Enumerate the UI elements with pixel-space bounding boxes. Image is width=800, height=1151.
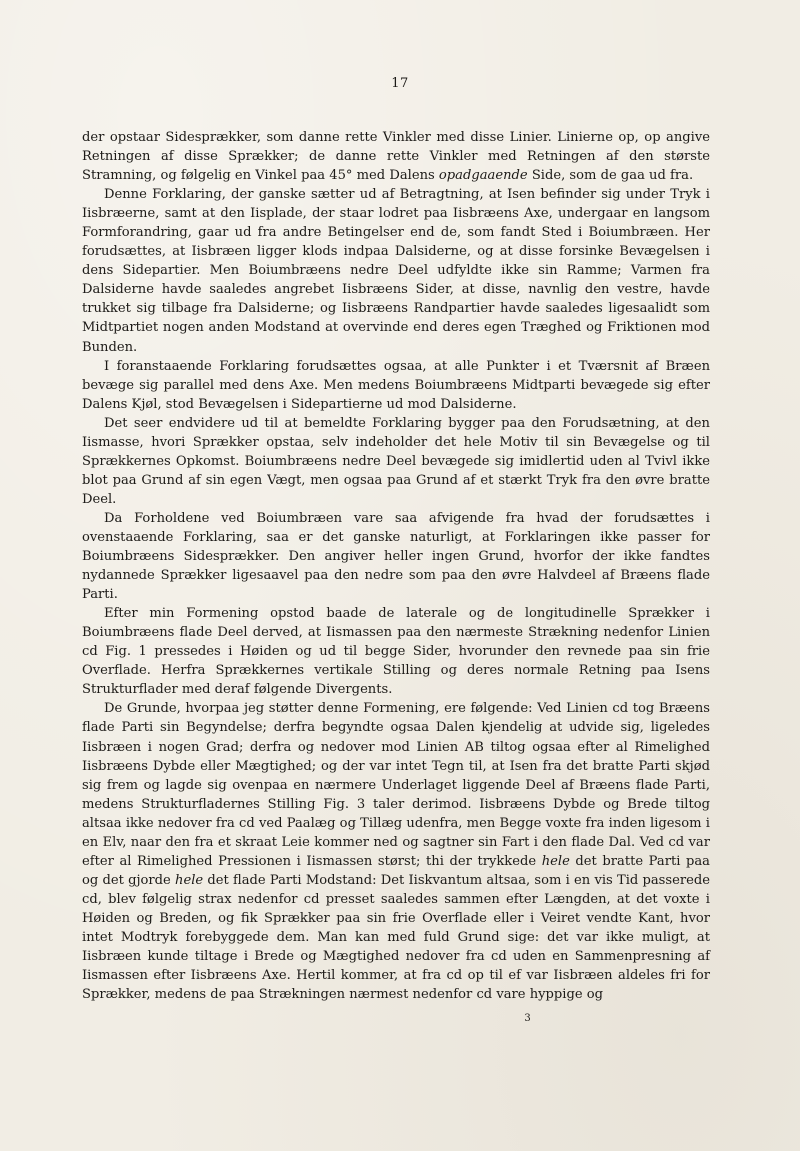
paragraph	[82, 699, 710, 1004]
text-run: Denne Forklaring, der ganske sætter ud af Betragtning, at Isen befinder sig under Tryk i Iisbræerne, samt at den Iisplade, der staar lodret paa Iisbræens Axe, undergaar en langsom Formforandring, gaar ud fra andre Betingelser end de, som fandt Sted i Boiumbræen. Her forudsættes, at Iisbræen ligger klods indpaa Dalsiderne, og at disse forsinke Bevægelsen i dens Sidepartier. Men Boiumbræens nedre Deel udfyldte ikke sin Ramme; Varmen fra Dalsiderne havde saaledes angrebet Iisbræens Sider, at disse, navnlig den vestre, havde trukket sig tilbage fra Dalsiderne; og Iisbræens Randpartier havde saaledes ligesaalidt som Midtpartiet nogen anden Modstand at overvinde end deres egen Træghed og Friktionen mod Bunden.	[82, 187, 710, 355]
emphasis-text: hele	[175, 872, 204, 888]
text-run: Side, som de gaa ud fra.	[527, 168, 694, 184]
text-run: De Grunde, hvorpaa jeg støtter denne Formening, ere følgende: Ved Linien cd tog Bræens flade Parti sin Begyndelse; derfra begyndte ogsaa Dalen kjendelig at udvide sig, ligeledes Iisbræen i nogen Grad; derfra og nedover mod Linien AB tiltog ogsaa efter al Rimelighed Iisbræens Dybde eller Mægtighed; og der var intet Tegn til, at Isen fra det bratte Parti skjød sig frem og lagde sig ovenpaa en nærmere Underlaget liggende Deel af Bræens flade Parti, medens Strukturfladernes Stilling Fig. 3 taler derimod. Iisbræens Dybde og Brede tiltog altsaa ikke nedover fra cd ved Paalæg og Tillæg udenfra, men Begge voxte fra inden ligesom i en Elv, naar den fra et skraat Leie kommer ned og sagtner sin Fart i den flade Dal. Ved cd var efter al Rimelighed Pressionen i Iismassen størst; thi der trykkede	[82, 701, 710, 869]
text-run: I foranstaaende Forklaring forudsættes ogsaa, at alle Punkter i et Tværsnit af Bræen bevæge sig parallel med dens Axe. Men medens Boiumbræens Midtparti bevægede sig efter Dalens Kjøl, stod Bevægelsen i Sidepartierne ud mod Dalsiderne.	[82, 358, 710, 412]
paragraph	[82, 185, 710, 356]
text-run: Da Forholdene ved Boiumbræen vare saa afvigende fra hvad der forudsættes i ovenstaaende Forklaring, saa er det ganske naturligt, at Forklaringen ikke passer for Boiumbræens Sidesprækker. Den angiver heller ingen Grund, hvorfor der ikke fandtes nydannede Sprækker ligesaavel paa den nedre som paa den øvre Halvdeel af Bræens flade Parti.	[82, 510, 710, 603]
text-run: det flade Parti Modstand: Det Iiskvantum altsaa, som i en vis Tid passerede cd, blev følgelig strax nedenfor cd presset saaledes sammen efter Længden, at det voxte i Høiden og Breden, og fik Sprækker paa sin frie Overflade eller i Veiret vendte Kant, hvor intet Modtryk forebyggede dem. Man kan med fuld Grund sige: det var ikke muligt, at Iisbræen kunde tiltage i Brede og Mægtighed nedover fra cd uden en Sammenpresning af Iismassen efter Iisbræens Axe. Hertil kommer, at fra cd op til ef var Iisbræen aldeles fri for Sprækker, medens de paa Strækningen nærmest nedenfor cd vare hyppige og	[82, 872, 711, 1003]
paragraph	[82, 357, 710, 414]
text-run: det bratte Parti paa og det gjorde	[82, 853, 710, 888]
page-number: 17	[391, 76, 409, 91]
paragraph	[82, 128, 710, 185]
text-run: Det seer endvidere ud til at bemeldte Forklaring bygger paa den Forudsætning, at den Iismasse, hvori Sprækker opstaa, selv indeholder det hele Motiv til sin Bevægelse og til Sprækkernes Opkomst. Boiumbræens nedre Deel bevægede sig imidlertid uden al Tvivl ikke blot paa Grund af sin egen Vægt, men ogsaa paa Grund af et stærkt Tryk fra den øvre bratte Deel.	[82, 415, 710, 507]
paragraph	[82, 604, 710, 699]
text-run: der opstaar Sidesprækker, som danne rette Vinkler med disse Linier. Linierne op, op angive Retningen af disse Sprækker; de danne rette Vinkler med Retningen af den største Stramning, og følgelig en Vinkel paa 45° med Dalens	[82, 130, 710, 184]
body-text	[82, 128, 710, 1004]
emphasis-text: hele	[541, 853, 570, 869]
paragraph	[82, 509, 710, 604]
emphasis-text: opadgaaende	[438, 168, 528, 184]
paragraph	[82, 414, 710, 509]
text-run: Efter min Formening opstod baade de laterale og de longitudinelle Sprækker i Boiumbræens flade Deel derved, at Iismassen paa den nærmeste Strækning nedenfor Linien cd Fig. 1 pressedes i Høiden og ud til begge Sider, hvorunder den revnede paa sin frie Overflade. Herfra Sprækkernes vertikale Stilling og deres normale Retning paa Isens Strukturflader med deraf følgende Divergents.	[82, 606, 710, 698]
signature-mark: 3	[524, 1013, 531, 1024]
